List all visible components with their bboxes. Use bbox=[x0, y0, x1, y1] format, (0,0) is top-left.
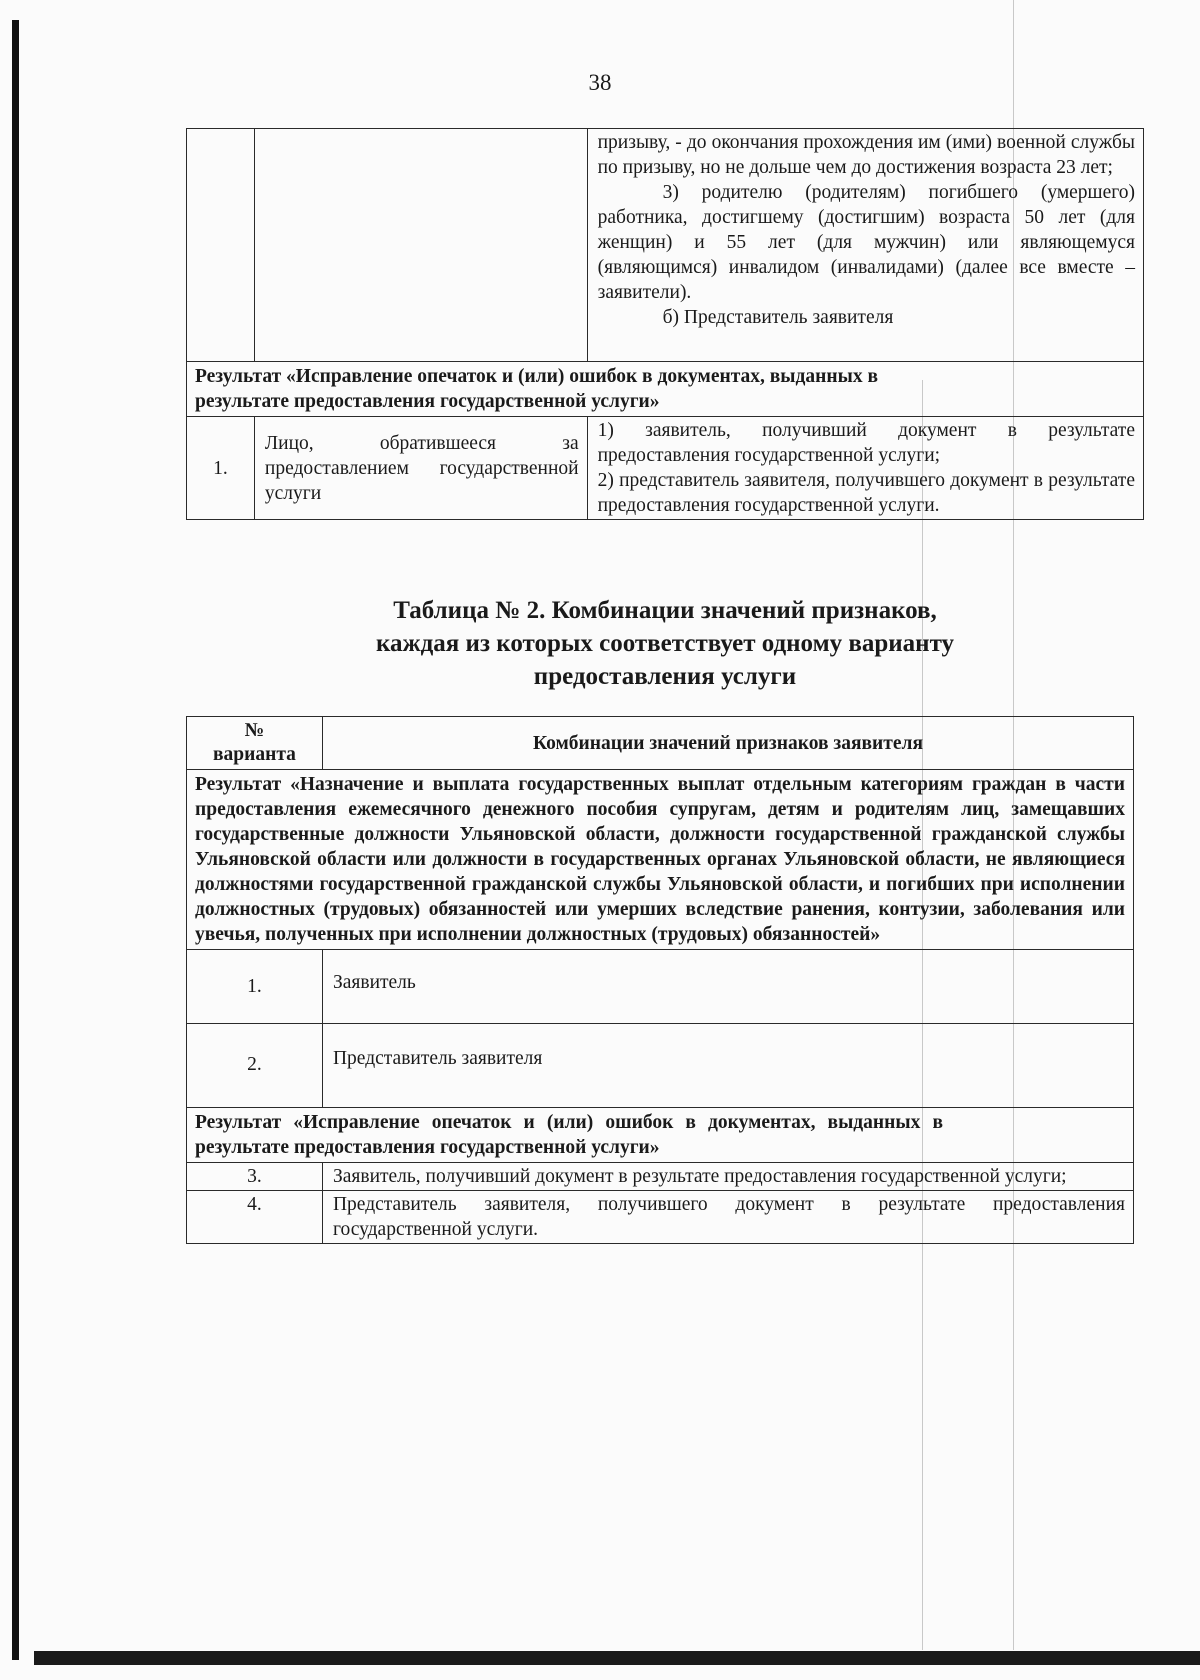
variant-number bbox=[187, 950, 323, 1024]
page-number: 38 bbox=[588, 70, 612, 95]
column-header-combinations: Комбинации значений признаков заявителя bbox=[322, 717, 1133, 770]
empty-cell bbox=[254, 129, 587, 362]
variant-description bbox=[322, 1191, 1133, 1244]
title-line: Таблица № 2. Комбинации значений признаков, bbox=[393, 597, 937, 624]
table-row bbox=[187, 1191, 1134, 1244]
variant-number-text: 1. bbox=[247, 976, 262, 997]
variant-text: Представитель заявителя, получившего документ в результате предоставления государственной услуги. bbox=[332, 1194, 1125, 1240]
who-text: Лицо, обратившееся за предоставлением государственной услуги bbox=[264, 432, 579, 504]
table-row bbox=[187, 770, 1134, 950]
table-row bbox=[187, 950, 1134, 1024]
title-line: каждая из которых соответствует одному варианту bbox=[375, 630, 955, 657]
scan-bottom-edge bbox=[34, 1651, 1200, 1665]
row-number bbox=[187, 417, 255, 520]
row-number-text: 1. bbox=[213, 457, 228, 479]
column-header-variant: № варианта bbox=[187, 717, 323, 770]
scan-left-edge bbox=[12, 20, 19, 1660]
variant-number bbox=[187, 1191, 323, 1244]
result-section-2: Результат «Исправление опечаток и (или) ошибок в документах, выданных в результате предоставления государственной услуги» bbox=[187, 1108, 1134, 1163]
variant-description bbox=[322, 950, 1133, 1024]
list-item: 2) представитель заявителя, получившего документ в результате предоставления государственной услуги. bbox=[597, 470, 1135, 516]
applicant-description-cell bbox=[587, 129, 1143, 362]
variant-number-text: 3. bbox=[247, 1166, 262, 1187]
table-row bbox=[187, 1024, 1134, 1108]
table-row bbox=[187, 362, 1144, 417]
result-header: Результат «Исправление опечаток и (или) ошибок в документах, выданных в результате предоставления государственной услуги» bbox=[187, 362, 1144, 417]
paragraph: призыву, - до окончания прохождения им (ими) военной службы по призыву, но не дольше чем до достижения возраста 23 лет; bbox=[597, 132, 1135, 178]
variant-text: Представитель заявителя bbox=[332, 1048, 543, 1069]
who-cell bbox=[254, 417, 587, 520]
paragraph: 3) родителю (родителям) погибшего (умершего) работника, достигшему (достигшим) возраста 50 лет (для женщин) и 55 лет (для мужчин) или являющемуся (являющимся) инвалидом (инвалидами) (далее все вместе – заявители). bbox=[597, 182, 1135, 303]
items-cell bbox=[587, 417, 1143, 520]
variant-text: Заявитель, получивший документ в результате предоставления государственной услуги; bbox=[332, 1166, 1067, 1187]
table-2-title bbox=[186, 594, 1144, 693]
table-row bbox=[187, 417, 1144, 520]
variant-number-text: 2. bbox=[247, 1054, 262, 1075]
variant-text: Заявитель bbox=[332, 972, 416, 993]
variant-description bbox=[322, 1024, 1133, 1108]
variant-description bbox=[322, 1163, 1133, 1191]
list-item: 1) заявитель, получивший документ в результате предоставления государственной услуги; bbox=[597, 420, 1135, 466]
table-row bbox=[187, 129, 1144, 362]
empty-cell bbox=[187, 129, 255, 362]
table-2-combinations bbox=[186, 716, 1134, 1244]
variant-number bbox=[187, 1163, 323, 1191]
variant-number bbox=[187, 1024, 323, 1108]
result-section-1: Результат «Назначение и выплата государственных выплат отдельным категориям граждан в части предоставления ежемесячного денежного пособия супругам, детям и родителям лиц, замещавших государственные должности Ульяновской области, должности государственной гражданской службы Ульяновской области или должности в государственных органах Ульяновской области, не являющиеся должностями государственной гражданской службы Ульяновской области, и погибших при исполнении должностных (трудовых) обязанностей или умерших вследствие ранения, контузии, заболевания или увечья, полученных при исполнении должностных (трудовых) обязанностей» bbox=[187, 770, 1134, 950]
variant-number-text: 4. bbox=[247, 1194, 262, 1215]
paragraph: б) Представитель заявителя bbox=[662, 307, 894, 328]
title-line: предоставления услуги bbox=[533, 663, 797, 690]
table-header-row bbox=[187, 717, 1134, 770]
table-row bbox=[187, 1108, 1134, 1163]
table-1-continuation bbox=[186, 128, 1144, 520]
table-row bbox=[187, 1163, 1134, 1191]
